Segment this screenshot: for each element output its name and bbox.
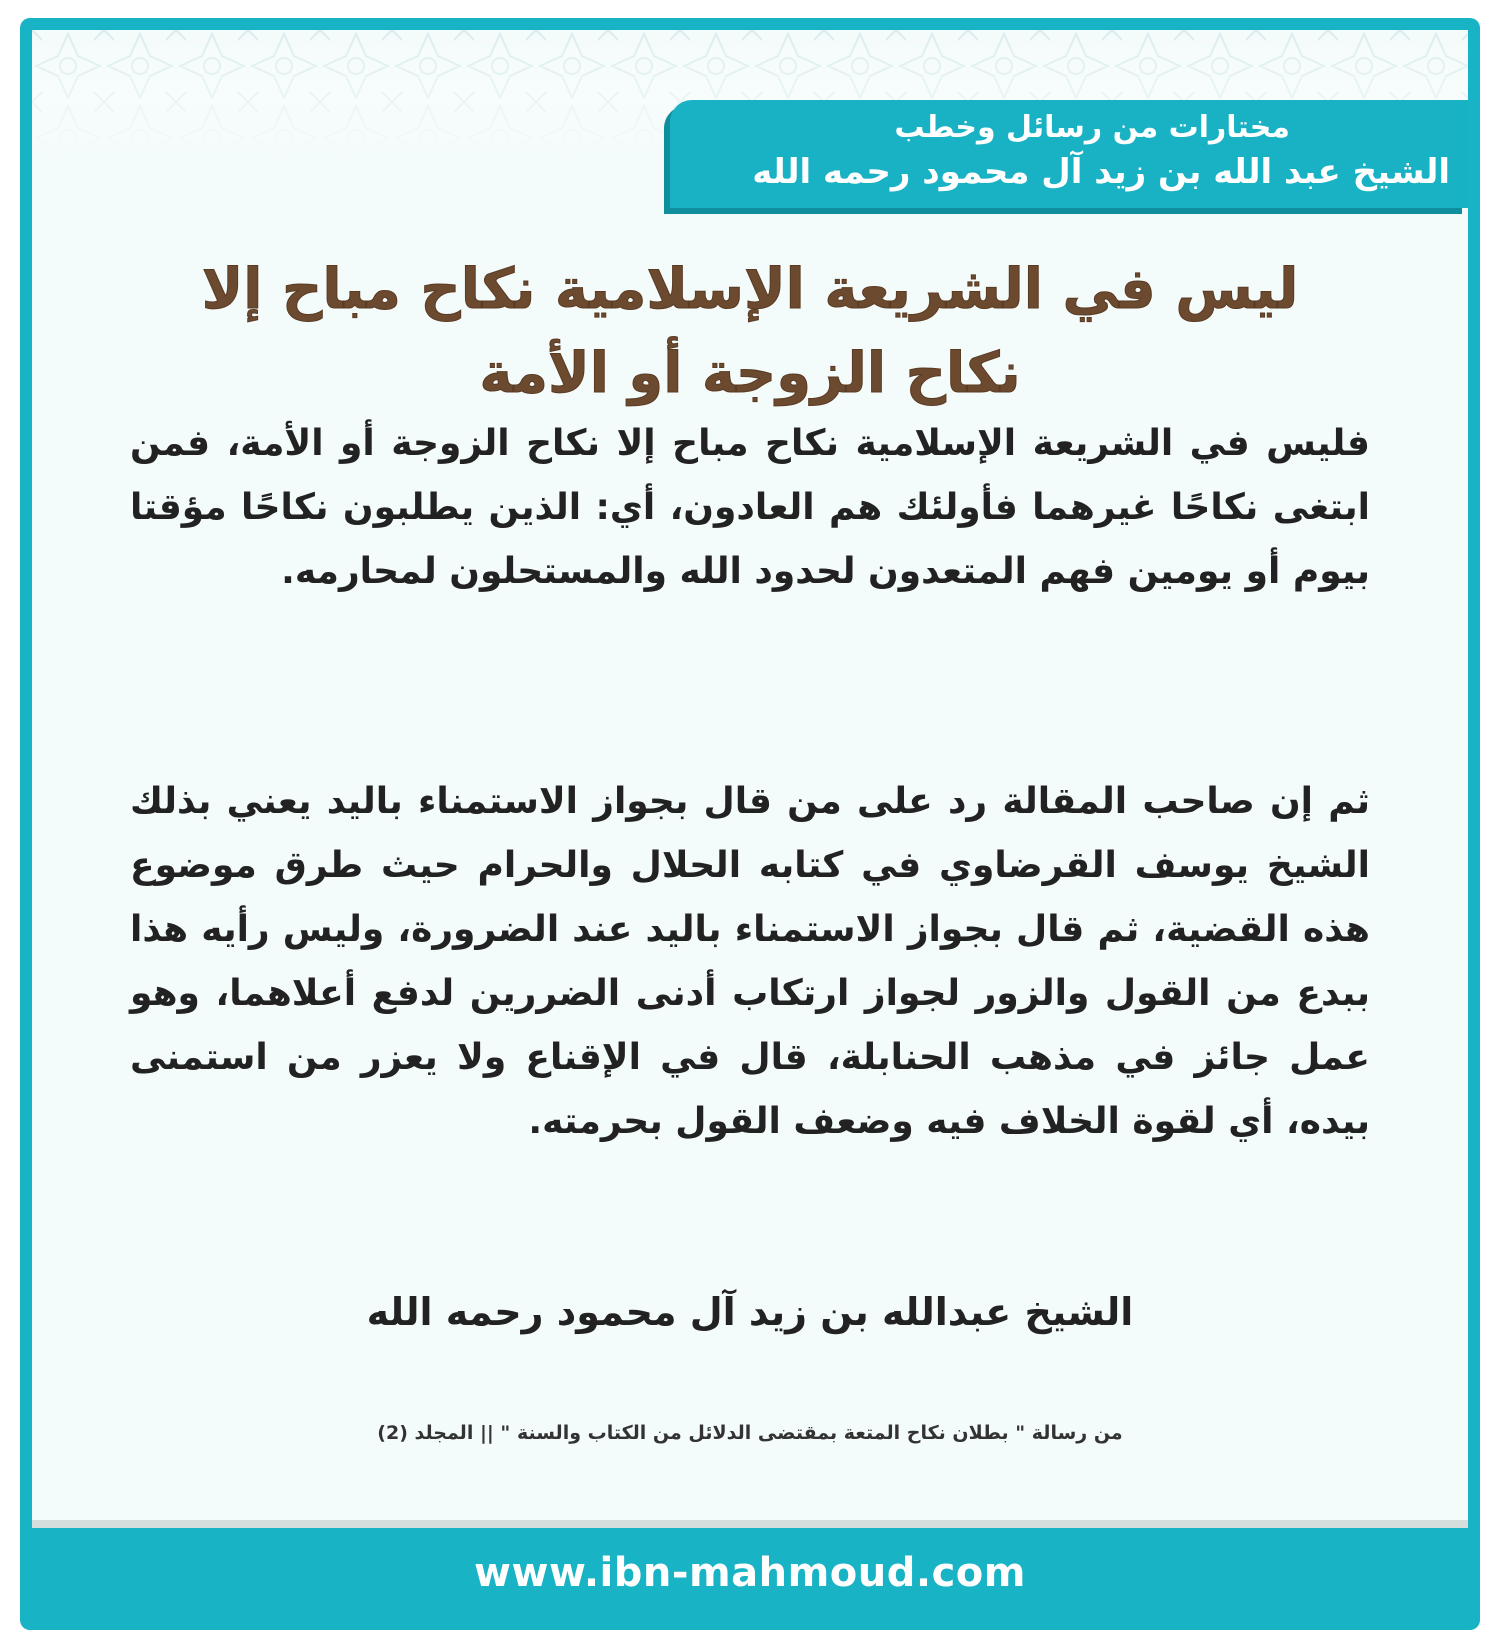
author-signature: الشيخ عبدالله بن زيد آل محمود رحمه الله — [366, 1290, 1134, 1334]
page-title — [122, 248, 1378, 416]
page-frame — [20, 18, 1480, 1630]
title-line-2: نكاح الزوجة أو الأمة — [479, 341, 1021, 406]
body-paragraph-1: فليس في الشريعة الإسلامية نكاح مباح إلا نكاح الزوجة أو الأمة، فمن ابتغى نكاحًا غيرهما فأولئك هم العادون، أي: الذين يطلبون نكاحًا مؤقتا بيوم أو يومين فهم المتعدون لحدود الله والمستحلون لمحارمه. — [130, 423, 1370, 592]
content-card — [32, 30, 1468, 1520]
header-author: الشيخ عبد الله بن زيد آل محمود رحمه الله — [752, 152, 1450, 192]
header-subtitle: مختارات من رسائل وخطب — [894, 110, 1290, 145]
source-citation: من رسالة " بطلان نكاح المتعة بمقتضى الدلائل من الكتاب والسنة " || المجلد (2) — [377, 1422, 1123, 1444]
title-line-1: ليس في الشريعة الإسلامية نكاح مباح إلا — [201, 257, 1299, 322]
card-shadow — [32, 1520, 1468, 1528]
header-banner — [670, 100, 1468, 208]
website-link[interactable]: www.ibn-mahmoud.com — [474, 1550, 1026, 1596]
body-paragraph-2: ثم إن صاحب المقالة رد على من قال بجواز الاستمناء باليد يعني بذلك الشيخ يوسف القرضاوي في كتابه الحلال والحرام حيث طرق موضوع هذه القضية، ثم قال بجواز الاستمناء باليد عند الضرورة، وليس رأيه هذا ببدع من القول والزور لجواز ارتكاب أدنى الضررين لدفع أعلاهما، وهو عمل جائز في مذهب الحنابلة، قال في الإقناع ولا يعزر من استمنى بيده، أي لقوة الخلاف فيه وضعف القول بحرمته. — [130, 781, 1370, 1142]
